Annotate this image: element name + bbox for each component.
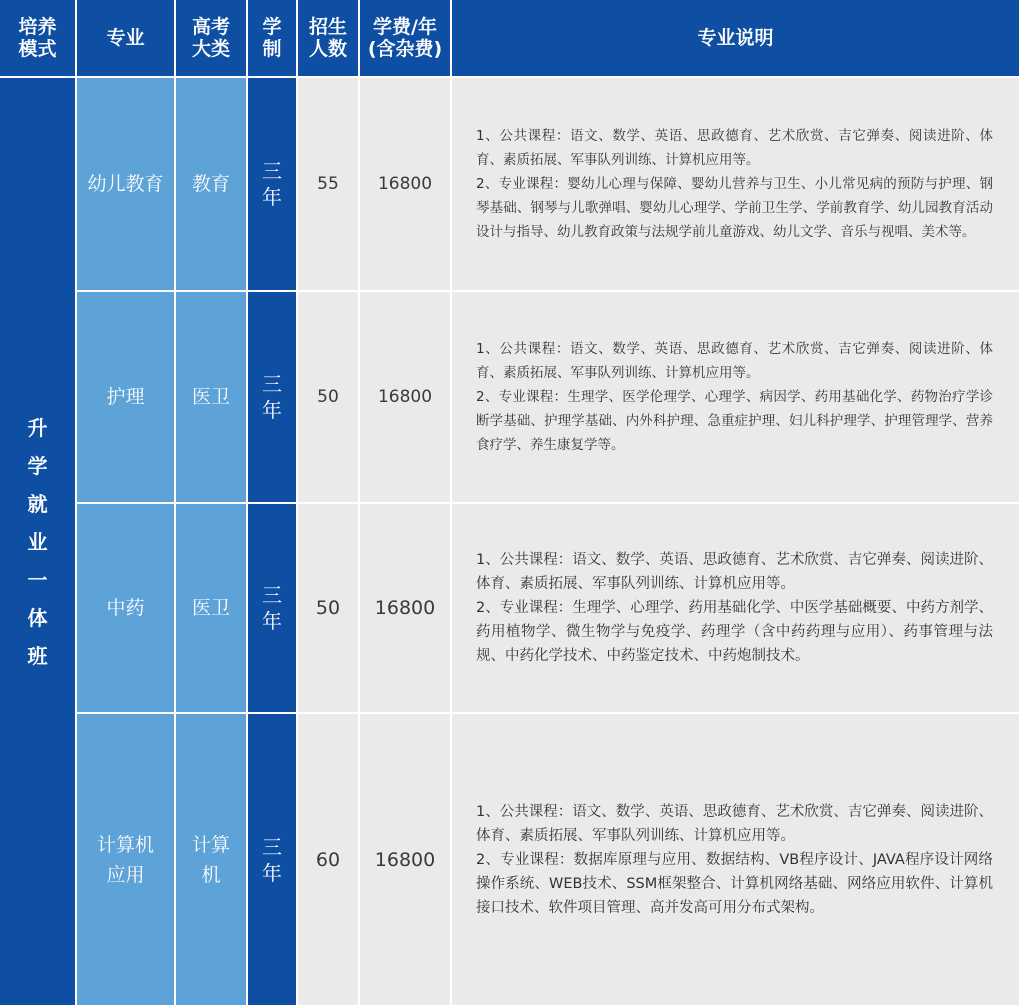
row-major-line: 应用 [106, 863, 145, 886]
row-major [77, 714, 176, 1005]
row-description-text [476, 548, 993, 668]
header-major-label: 专业 [106, 27, 145, 49]
row-enrollment-value: 50 [317, 387, 339, 407]
header-duration [248, 0, 298, 78]
row-duration [248, 504, 298, 714]
row-enrollment [298, 714, 360, 1005]
header-fee [360, 0, 452, 78]
row-description-major: 2、专业课程：生理学、医学伦理学、心理学、病因学、药用基础化学、药物治疗学诊断学基础、护理学基础、内外科护理、急重症护理、妇儿科护理学、护理管理学、营养食疗学、养生康复学等。 [476, 389, 993, 453]
row-description-public: 1、公共课程：语文、数学、英语、思政德育、艺术欣赏、吉它弹奏、阅读进阶、体育、素质拓展、军事队列训练、计算机应用等。 [476, 552, 993, 592]
row-duration-char: 年 [262, 609, 282, 633]
row-duration [248, 78, 298, 292]
row-fee-value: 16800 [377, 174, 433, 194]
mode-char: 业 [27, 529, 48, 554]
header-category-line2: 大类 [191, 38, 230, 60]
header-description [452, 0, 1019, 78]
header-major [77, 0, 176, 78]
row-enrollment [298, 504, 360, 714]
row-description-major: 2、专业课程：生理学、心理学、药用基础化学、中医学基础概要、中药方剂学、药用植物学、微生物学与免疫学、药理学（含中药药理与应用）、药事管理与法规、中药化学技术、中药鉴定技术、中药炮制技术。 [476, 600, 993, 664]
row-fee-value: 16800 [377, 387, 433, 407]
row-enrollment [298, 78, 360, 292]
row-description [452, 78, 1019, 292]
row-description-text [476, 124, 993, 244]
row-category-line: 计算 [191, 833, 230, 856]
row-description-public: 1、公共课程：语文、数学、英语、思政德育、艺术欣赏、吉它弹奏、阅读进阶、体育、素质拓展、军事队列训练、计算机应用等。 [476, 803, 993, 844]
row-duration [248, 292, 298, 504]
row-category-line: 医卫 [191, 597, 230, 619]
header-duration-line2: 制 [262, 38, 282, 60]
row-description-public: 1、公共课程：语文、数学、英语、思政德育、艺术欣赏、吉它弹奏、阅读进阶、体育、素质拓展、军事队列训练、计算机应用等。 [476, 128, 993, 168]
header-enrollment [298, 0, 360, 78]
mode-char: 学 [27, 453, 48, 478]
row-category [176, 714, 248, 1005]
row-duration-char: 年 [262, 398, 282, 422]
header-category-line1: 高考 [191, 16, 230, 38]
row-duration-char: 年 [262, 860, 282, 885]
mode-char: 一 [27, 567, 48, 592]
mode-char: 升 [27, 415, 48, 440]
row-category-line: 医卫 [191, 386, 230, 408]
header-fee-line2: (含杂费) [367, 38, 443, 60]
header-mode-line2: 模式 [18, 38, 57, 60]
header-category [176, 0, 248, 78]
header-enrollment-line1: 招生 [308, 16, 347, 38]
row-description [452, 714, 1019, 1005]
row-major [77, 78, 176, 292]
row-category [176, 292, 248, 504]
row-major [77, 504, 176, 714]
row-fee [360, 504, 452, 714]
row-category-line: 教育 [191, 173, 230, 195]
row-description-text [476, 800, 993, 920]
mode-label [28, 409, 48, 675]
row-fee-value: 16800 [374, 597, 436, 619]
row-major-line: 护理 [106, 386, 145, 408]
row-category [176, 504, 248, 714]
row-description-major: 2、专业课程：婴幼儿心理与保障、婴幼儿营养与卫生、小儿常见病的预防与护理、钢琴基础、钢琴与儿歌弹唱、婴幼儿心理学、学前卫生学、学前教育学、幼儿园教育活动设计与指导、幼儿教育政策与法规学前儿童游戏、幼儿文学、音乐与视唱、美术等。 [476, 176, 993, 240]
row-category-line: 机 [201, 863, 221, 886]
row-duration-char: 三 [262, 834, 282, 859]
row-major [77, 292, 176, 504]
row-fee-value: 16800 [374, 848, 436, 871]
row-duration-char: 年 [262, 185, 282, 209]
row-fee [360, 78, 452, 292]
row-category [176, 78, 248, 292]
mode-char: 班 [27, 643, 48, 668]
header-mode [0, 0, 77, 78]
row-duration-char: 三 [262, 159, 282, 183]
mode-char: 体 [27, 605, 48, 630]
header-description-label: 专业说明 [697, 27, 774, 49]
row-fee [360, 292, 452, 504]
row-description-public: 1、公共课程：语文、数学、英语、思政德育、艺术欣赏、吉它弹奏、阅读进阶、体育、素质拓展、军事队列训练、计算机应用等。 [476, 341, 993, 381]
row-description [452, 292, 1019, 504]
row-enrollment-value: 55 [317, 174, 339, 194]
row-enrollment [298, 292, 360, 504]
header-enrollment-line2: 人数 [308, 38, 347, 60]
row-duration [248, 714, 298, 1005]
row-description-text [476, 337, 993, 457]
row-enrollment-value: 50 [315, 597, 341, 619]
header-fee-line1: 学费/年 [373, 16, 437, 38]
row-major-line: 计算机 [96, 833, 154, 856]
row-enrollment-value: 60 [315, 848, 341, 871]
row-duration-char: 三 [262, 372, 282, 396]
mode-char: 就 [27, 491, 48, 516]
header-mode-line1: 培养 [18, 16, 57, 38]
row-major-line: 幼儿教育 [87, 173, 164, 195]
row-description-major: 2、专业课程：数据库原理与应用、数据结构、VB程序设计、JAVA程序设计网络操作系统、WEB技术、SSM框架整合、计算机网络基础、网络应用软件、计算机接口技术、软件项目管理、高并发高可用分布式架构。 [476, 851, 993, 916]
row-description [452, 504, 1019, 714]
row-duration-char: 三 [262, 583, 282, 607]
row-major-line: 中药 [106, 597, 145, 619]
mode-cell [0, 78, 77, 1005]
row-fee [360, 714, 452, 1005]
header-duration-line1: 学 [262, 16, 282, 38]
